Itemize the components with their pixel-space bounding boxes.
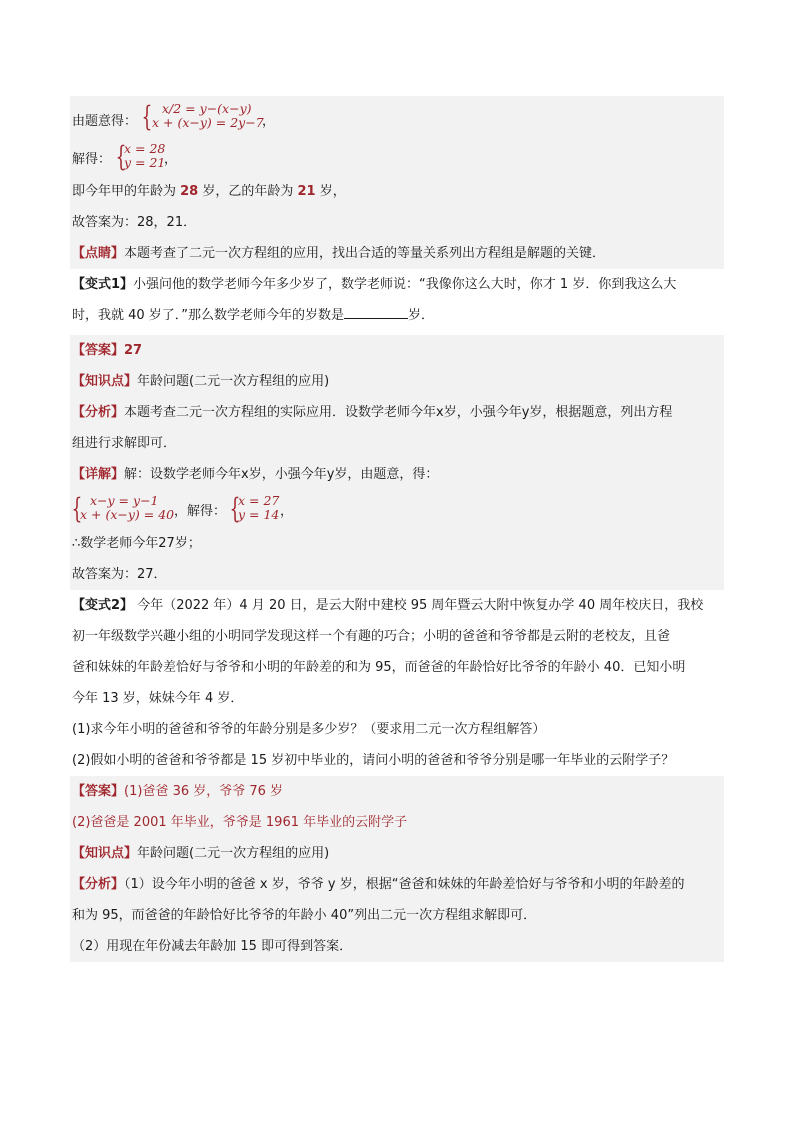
equation-system bbox=[152, 102, 264, 130]
variant2-question-line: 爸和妹妹的年龄差恰好与爷爷和小明的年龄差的和为 95，而爸爸的年龄恰好比爷爷的年龄小 40．已知小明 bbox=[70, 652, 724, 683]
detail-text: 解：设数学老师今年x岁，小强今年y岁，由题意，得： bbox=[124, 467, 439, 482]
variant2-knowledge-row bbox=[70, 838, 724, 869]
setup-equation-row bbox=[70, 96, 724, 138]
result-text: 即今年甲的年龄为 bbox=[72, 184, 181, 199]
variant2-answer-row bbox=[70, 776, 724, 807]
answer-tag: 【答案】 bbox=[72, 784, 125, 799]
result-text: 岁，乙的年龄为 bbox=[198, 184, 298, 199]
solve-equation-row bbox=[70, 138, 724, 176]
analysis-text: （1）设今年小明的爸爸 x 岁，爷爷 y 岁，根据“爸爸和妹妹的年龄差恰好与爷爷和小明的年龄差的 bbox=[124, 877, 685, 892]
variant1-detail-row bbox=[70, 459, 724, 490]
variant2-question-line: 今年 13 岁，妹妹今年 4 岁． bbox=[70, 683, 724, 714]
variant1-knowledge-row bbox=[70, 366, 724, 397]
solve-label: ，解得： bbox=[174, 504, 227, 519]
variant1-therefore-row: ∴数学老师今年27岁； bbox=[70, 528, 724, 559]
equation-system bbox=[238, 494, 279, 522]
variant1-final-row: 故答案为：27． bbox=[70, 559, 724, 590]
result-value: 28 bbox=[180, 184, 199, 199]
analysis-text: 本题考查二元一次方程组的实际应用．设数学老师今年x岁，小强今年y岁，根据题意，列出方程 bbox=[124, 405, 673, 420]
equation-line: x + (x−y) = 40 bbox=[80, 507, 175, 522]
variant1-answer-row bbox=[70, 335, 724, 366]
brace-icon: { bbox=[71, 492, 83, 525]
knowledge-tag: 【知识点】 bbox=[72, 846, 138, 861]
variant1-analysis-row bbox=[70, 397, 724, 428]
answer-value: 27 bbox=[124, 343, 143, 358]
punctuation: ， bbox=[164, 152, 178, 167]
equation-line: x + (x−y) = 2y−7 bbox=[152, 115, 264, 130]
question-text: 岁． bbox=[408, 308, 435, 323]
equation-line: y = 21 bbox=[124, 155, 166, 170]
equation-line: x−y = y−1 bbox=[90, 493, 159, 508]
equation-line: x = 27 bbox=[238, 493, 280, 508]
punctuation: ， bbox=[262, 114, 276, 129]
knowledge-tag: 【知识点】 bbox=[72, 374, 138, 389]
comment-text: 本题考查了二元一次方程组的应用，找出合适的等量关系列出方程组是解题的关键． bbox=[124, 246, 606, 261]
brace-icon: { bbox=[141, 100, 153, 133]
equation-line: x = 28 bbox=[124, 141, 166, 156]
solve-label: 解得： bbox=[72, 152, 112, 167]
brace-icon: { bbox=[229, 492, 241, 525]
punctuation: ， bbox=[280, 504, 294, 519]
answer-tag: 【答案】 bbox=[72, 343, 125, 358]
document-page bbox=[70, 96, 724, 962]
question-text: 小强问他的数学老师今年多少岁了，数学老师说：“我像你这么大时，你才 1 岁．你到我这么大 bbox=[133, 277, 677, 292]
variant1-tag: 【变式1】 bbox=[72, 277, 134, 292]
variant1-question-line bbox=[70, 300, 724, 331]
variant2-subquestion-2: (2)假如小明的爸爸和爷爷都是 15 岁初中毕业的，请问小明的爸爸和爷爷分别是哪一年毕业的云附学子？ bbox=[70, 745, 724, 776]
variant2-analysis-row bbox=[70, 869, 724, 900]
result-statement bbox=[70, 176, 724, 207]
variant2-analysis-row: （2）用现在年份减去年龄加 15 即可得到答案． bbox=[70, 931, 724, 962]
setup-label: 由题意得： bbox=[72, 114, 138, 129]
result-value: 21 bbox=[297, 184, 316, 199]
variant2-tag: 【变式2】 bbox=[72, 598, 134, 613]
variant1-equation-row bbox=[70, 490, 724, 528]
brace-icon: { bbox=[115, 140, 127, 173]
variant2-analysis-row: 和为 95，而爸爸的年龄恰好比爷爷的年龄小 40”列出二元一次方程组求解即可． bbox=[70, 900, 724, 931]
equation-system bbox=[124, 142, 165, 170]
variant1-analysis-row: 组进行求解即可． bbox=[70, 428, 724, 459]
analysis-tag: 【分析】 bbox=[72, 405, 125, 420]
detail-tag: 【详解】 bbox=[72, 467, 125, 482]
comment-row bbox=[70, 238, 724, 269]
analysis-tag: 【分析】 bbox=[72, 877, 125, 892]
answer-blank bbox=[344, 304, 408, 319]
variant2-answer-row: (2)爸爸是 2001 年毕业，爷爷是 1961 年毕业的云附学子 bbox=[70, 807, 724, 838]
equation-line: y = 14 bbox=[238, 507, 280, 522]
equation-line: x/2 = y−(x−y) bbox=[162, 101, 252, 116]
knowledge-text: 年龄问题(二元一次方程组的应用) bbox=[137, 846, 330, 861]
question-text: 今年（2022 年）4 月 20 日，是云大附中建校 95 周年暨云大附中恢复办学 40 周年校庆日，我校 bbox=[137, 598, 704, 613]
answer-value: (1)爸爸 36 岁，爷爷 76 岁 bbox=[124, 784, 284, 799]
knowledge-text: 年龄问题(二元一次方程组的应用) bbox=[137, 374, 330, 389]
variant2-subquestion-1: (1)求今年小明的爸爸和爷爷的年龄分别是多少岁？（要求用二元一次方程组解答） bbox=[70, 714, 724, 745]
question-text: 时，我就 40 岁了．”那么数学老师今年的岁数是 bbox=[72, 308, 345, 323]
variant1-question-line bbox=[70, 269, 724, 300]
result-text: 岁， bbox=[315, 184, 346, 199]
comment-tag: 【点睛】 bbox=[72, 246, 125, 261]
answer-statement: 故答案为：28，21． bbox=[70, 207, 724, 238]
variant2-question-line: 初一年级数学兴趣小组的小明同学发现这样一个有趣的巧合；小明的爸爸和爷爷都是云附的老校友，且爸 bbox=[70, 621, 724, 652]
variant2-question-line bbox=[70, 590, 724, 621]
equation-system bbox=[80, 494, 174, 522]
